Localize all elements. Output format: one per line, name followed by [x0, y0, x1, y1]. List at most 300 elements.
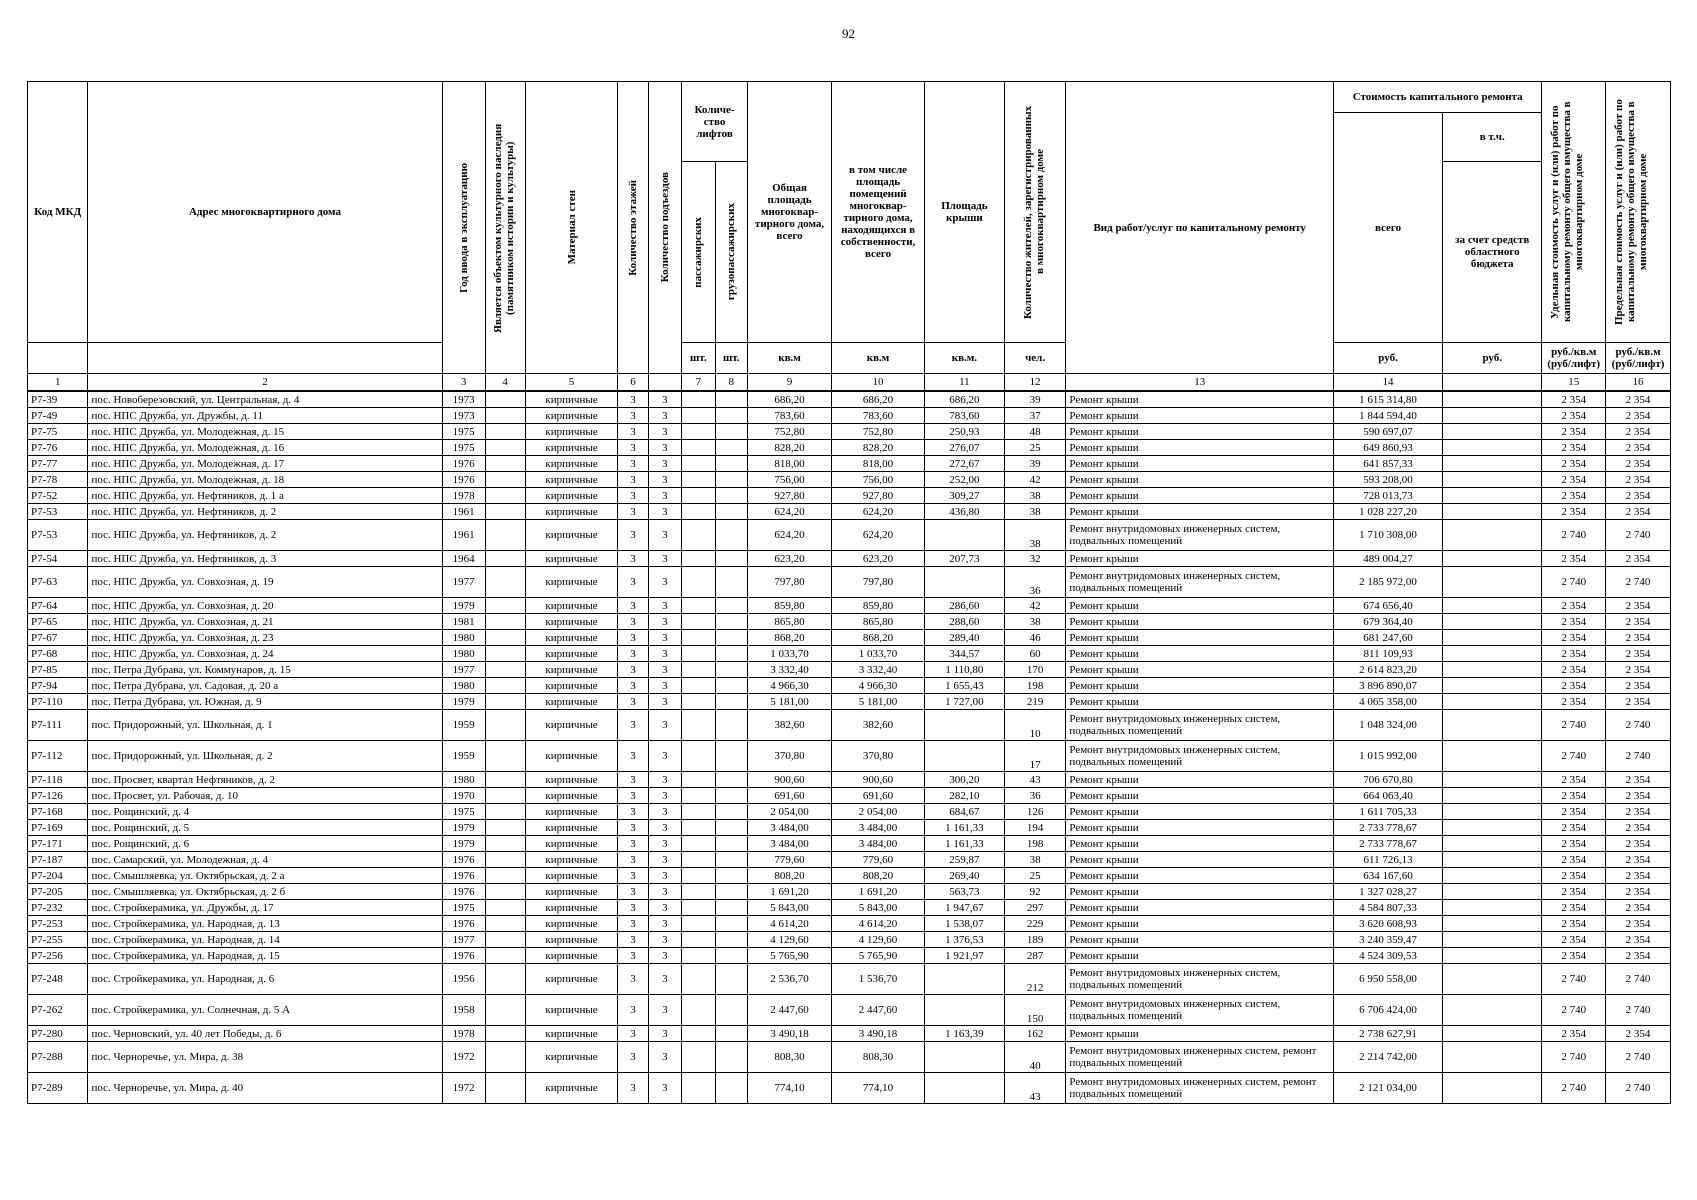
- cell-cost-total: 1 615 314,80: [1334, 391, 1443, 408]
- cell-roof-area: 300,20: [924, 772, 1004, 788]
- cell-wall: кирпичные: [525, 598, 618, 614]
- cell-floors: 3: [618, 741, 648, 772]
- cell-lift-cargo: [715, 1026, 747, 1042]
- cell-total-area: 783,60: [747, 408, 831, 424]
- unit-residents: чел.: [1004, 343, 1066, 374]
- cell-total-area: 865,80: [747, 614, 831, 630]
- cell-lift-pass: [682, 852, 715, 868]
- cell-owned-area: 1 536,70: [832, 964, 925, 995]
- unit-address: [88, 343, 442, 374]
- cell-address: пос. Стройкерамика, ул. Народная, д. 15: [88, 948, 442, 964]
- cell-residents: 170: [1004, 662, 1066, 678]
- cell-max-cost: 2 354: [1606, 456, 1671, 472]
- cell-roof-area: 1 110,80: [924, 662, 1004, 678]
- cell-works: Ремонт крыши: [1066, 820, 1334, 836]
- cell-cost-regional: [1443, 900, 1542, 916]
- cell-max-cost: 2 740: [1606, 964, 1671, 995]
- cell-roof-area: 276,07: [924, 440, 1004, 456]
- cell-cost-total: 1 048 324,00: [1334, 710, 1443, 741]
- cell-works: Ремонт крыши: [1066, 694, 1334, 710]
- column-number: 14: [1334, 374, 1443, 392]
- cell-year: 1970: [442, 788, 485, 804]
- cell-cost-regional: [1443, 567, 1542, 598]
- col-heritage: Является объектом культурного наследия (памятником истории и культуры): [485, 82, 525, 374]
- cell-cost-regional: [1443, 916, 1542, 932]
- cell-cost-regional: [1443, 741, 1542, 772]
- cell-lift-cargo: [715, 916, 747, 932]
- cell-floors: 3: [618, 567, 648, 598]
- cell-unit-cost: 2 354: [1542, 836, 1606, 852]
- cell-unit-cost: 2 354: [1542, 884, 1606, 900]
- column-number: 1: [28, 374, 88, 392]
- cell-lift-pass: [682, 440, 715, 456]
- cell-total-area: 624,20: [747, 504, 831, 520]
- col-roof-area: Площадь крыши: [924, 82, 1004, 343]
- cell-max-cost: 2 354: [1606, 424, 1671, 440]
- cell-roof-area: 207,73: [924, 551, 1004, 567]
- cell-max-cost: 2 354: [1606, 440, 1671, 456]
- cell-wall: кирпичные: [525, 456, 618, 472]
- cell-wall: кирпичные: [525, 772, 618, 788]
- cell-lift-pass: [682, 646, 715, 662]
- cell-lift-cargo: [715, 440, 747, 456]
- cell-works: Ремонт крыши: [1066, 948, 1334, 964]
- cell-address: пос. НПС Дружба, ул. Молодежная, д. 16: [88, 440, 442, 456]
- cell-cost-total: 1 611 705,33: [1334, 804, 1443, 820]
- cell-address: пос. НПС Дружба, ул. Совхозная, д. 24: [88, 646, 442, 662]
- column-number: 10: [832, 374, 925, 392]
- cell-wall: кирпичные: [525, 710, 618, 741]
- cell-heritage: [485, 852, 525, 868]
- cell-wall: кирпичные: [525, 630, 618, 646]
- cell-cost-regional: [1443, 964, 1542, 995]
- cell-unit-cost: 2 740: [1542, 1073, 1606, 1104]
- cell-heritage: [485, 662, 525, 678]
- cell-unit-cost: 2 354: [1542, 408, 1606, 424]
- cell-lift-pass: [682, 424, 715, 440]
- cell-address: пос. Просвет, ул. Рабочая, д. 10: [88, 788, 442, 804]
- cell-floors: 3: [618, 710, 648, 741]
- cell-address: пос. Смышляевка, ул. Октябрьская, д. 2 б: [88, 884, 442, 900]
- cell-cost-regional: [1443, 678, 1542, 694]
- column-number: 5: [525, 374, 618, 392]
- cell-works: Ремонт внутридомовых инженерных систем, ремонт подвальных помещений: [1066, 1073, 1334, 1104]
- cell-total-area: 3 490,18: [747, 1026, 831, 1042]
- table-row: [28, 900, 1671, 916]
- cell-max-cost: 2 354: [1606, 900, 1671, 916]
- cell-roof-area: 269,40: [924, 868, 1004, 884]
- cell-year: 1976: [442, 948, 485, 964]
- col-cost-total: всего: [1334, 113, 1443, 343]
- cell-heritage: [485, 646, 525, 662]
- cell-works: Ремонт крыши: [1066, 504, 1334, 520]
- cell-roof-area: 1 163,39: [924, 1026, 1004, 1042]
- cell-address: пос. Петра Дубрава, ул. Садовая, д. 20 а: [88, 678, 442, 694]
- cell-floors: 3: [618, 440, 648, 456]
- cell-code: Р7-288: [28, 1042, 88, 1073]
- cell-roof-area: 1 538,07: [924, 916, 1004, 932]
- cell-cost-total: 1 028 227,20: [1334, 504, 1443, 520]
- cell-cost-total: 2 614 823,20: [1334, 662, 1443, 678]
- cell-lift-pass: [682, 1073, 715, 1104]
- cell-floors: 3: [618, 836, 648, 852]
- table-row: [28, 694, 1671, 710]
- cell-year: 1959: [442, 741, 485, 772]
- cell-lift-pass: [682, 995, 715, 1026]
- cell-year: 1976: [442, 868, 485, 884]
- cell-cost-total: 811 109,93: [1334, 646, 1443, 662]
- cell-code: Р7-280: [28, 1026, 88, 1042]
- cell-roof-area: 250,93: [924, 424, 1004, 440]
- cell-lift-pass: [682, 932, 715, 948]
- cell-owned-area: 865,80: [832, 614, 925, 630]
- cell-works: Ремонт внутридомовых инженерных систем, подвальных помещений: [1066, 567, 1334, 598]
- cell-unit-cost: 2 740: [1542, 1042, 1606, 1073]
- cell-wall: кирпичные: [525, 488, 618, 504]
- cell-floors: 3: [618, 456, 648, 472]
- cell-entrances: 3: [648, 820, 681, 836]
- cell-address: пос. Рощинский, д. 6: [88, 836, 442, 852]
- cell-year: 1973: [442, 408, 485, 424]
- cell-lift-cargo: [715, 1073, 747, 1104]
- cell-code: Р7-255: [28, 932, 88, 948]
- cell-heritage: [485, 836, 525, 852]
- cell-owned-area: 382,60: [832, 710, 925, 741]
- cell-cost-total: 2 121 034,00: [1334, 1073, 1443, 1104]
- cell-lift-cargo: [715, 741, 747, 772]
- cell-max-cost: 2 354: [1606, 1026, 1671, 1042]
- cell-owned-area: 4 129,60: [832, 932, 925, 948]
- cell-heritage: [485, 1042, 525, 1073]
- cell-heritage: [485, 948, 525, 964]
- cell-owned-area: 818,00: [832, 456, 925, 472]
- cell-owned-area: 756,00: [832, 472, 925, 488]
- cell-owned-area: 797,80: [832, 567, 925, 598]
- cell-lift-pass: [682, 520, 715, 551]
- cell-lift-cargo: [715, 551, 747, 567]
- cell-residents: 17: [1004, 741, 1066, 772]
- cell-max-cost: 2 354: [1606, 694, 1671, 710]
- cell-lift-cargo: [715, 472, 747, 488]
- cell-code: Р7-169: [28, 820, 88, 836]
- cell-year: 1979: [442, 836, 485, 852]
- cell-owned-area: 774,10: [832, 1073, 925, 1104]
- cell-residents: 38: [1004, 504, 1066, 520]
- cell-cost-total: 634 167,60: [1334, 868, 1443, 884]
- cell-cost-total: 728 013,73: [1334, 488, 1443, 504]
- cell-lift-pass: [682, 916, 715, 932]
- cell-year: 1959: [442, 710, 485, 741]
- cell-entrances: 3: [648, 408, 681, 424]
- cell-cost-regional: [1443, 995, 1542, 1026]
- cell-wall: кирпичные: [525, 472, 618, 488]
- cell-unit-cost: 2 354: [1542, 678, 1606, 694]
- col-entrances: Количество подъездов: [648, 82, 681, 374]
- cell-address: пос. Стройкерамика, ул. Дружбы, д. 17: [88, 900, 442, 916]
- cell-year: 1975: [442, 900, 485, 916]
- cell-lift-cargo: [715, 391, 747, 408]
- cell-entrances: 3: [648, 551, 681, 567]
- cell-total-area: 774,10: [747, 1073, 831, 1104]
- cell-code: Р7-110: [28, 694, 88, 710]
- cell-cost-regional: [1443, 804, 1542, 820]
- cell-cost-regional: [1443, 1073, 1542, 1104]
- cell-owned-area: 808,30: [832, 1042, 925, 1073]
- table-row: [28, 916, 1671, 932]
- cell-code: Р7-52: [28, 488, 88, 504]
- cell-address: пос. Рощинский, д. 5: [88, 820, 442, 836]
- cell-owned-area: 5 765,90: [832, 948, 925, 964]
- cell-lift-cargo: [715, 520, 747, 551]
- cell-address: пос. Петра Дубрава, ул. Коммунаров, д. 15: [88, 662, 442, 678]
- cell-owned-area: 3 490,18: [832, 1026, 925, 1042]
- cell-residents: 212: [1004, 964, 1066, 995]
- cell-unit-cost: 2 354: [1542, 916, 1606, 932]
- cell-lift-pass: [682, 741, 715, 772]
- cell-works: Ремонт крыши: [1066, 472, 1334, 488]
- cell-lift-pass: [682, 710, 715, 741]
- cell-entrances: 3: [648, 646, 681, 662]
- cell-lift-pass: [682, 504, 715, 520]
- cell-floors: 3: [618, 678, 648, 694]
- cell-max-cost: 2 354: [1606, 836, 1671, 852]
- table-row: [28, 440, 1671, 456]
- cell-heritage: [485, 820, 525, 836]
- col-lifts: Количе-ство лифтов: [682, 82, 748, 162]
- cell-unit-cost: 2 354: [1542, 852, 1606, 868]
- cell-unit-cost: 2 354: [1542, 820, 1606, 836]
- cell-works: Ремонт крыши: [1066, 456, 1334, 472]
- cell-unit-cost: 2 354: [1542, 472, 1606, 488]
- table-row: [28, 678, 1671, 694]
- cell-total-area: 5 181,00: [747, 694, 831, 710]
- cell-floors: 3: [618, 1073, 648, 1104]
- cell-cost-total: 3 620 608,93: [1334, 916, 1443, 932]
- cell-code: Р7-187: [28, 852, 88, 868]
- cell-heritage: [485, 788, 525, 804]
- unit-cost-regional: руб.: [1443, 343, 1542, 374]
- cell-roof-area: 289,40: [924, 630, 1004, 646]
- cell-works: Ремонт крыши: [1066, 440, 1334, 456]
- cell-entrances: 3: [648, 678, 681, 694]
- cell-floors: 3: [618, 948, 648, 964]
- cell-max-cost: 2 354: [1606, 408, 1671, 424]
- cell-heritage: [485, 710, 525, 741]
- cell-owned-area: 624,20: [832, 520, 925, 551]
- column-number: 4: [485, 374, 525, 392]
- cell-residents: 194: [1004, 820, 1066, 836]
- cell-lift-cargo: [715, 408, 747, 424]
- cell-residents: 36: [1004, 788, 1066, 804]
- column-number: 3: [442, 374, 485, 392]
- cell-unit-cost: 2 354: [1542, 932, 1606, 948]
- cell-entrances: 3: [648, 916, 681, 932]
- cell-cost-total: 1 015 992,00: [1334, 741, 1443, 772]
- cell-cost-regional: [1443, 646, 1542, 662]
- cell-unit-cost: 2 354: [1542, 614, 1606, 630]
- cell-wall: кирпичные: [525, 551, 618, 567]
- cell-unit-cost: 2 354: [1542, 598, 1606, 614]
- cell-unit-cost: 2 740: [1542, 995, 1606, 1026]
- cell-roof-area: 1 376,53: [924, 932, 1004, 948]
- cell-lift-pass: [682, 551, 715, 567]
- column-number: 7: [682, 374, 715, 392]
- cell-year: 1979: [442, 694, 485, 710]
- cell-owned-area: 828,20: [832, 440, 925, 456]
- cell-heritage: [485, 900, 525, 916]
- cell-owned-area: 783,60: [832, 408, 925, 424]
- cell-cost-regional: [1443, 710, 1542, 741]
- cell-max-cost: 2 354: [1606, 630, 1671, 646]
- col-total-area: Общая площадь многоквар-тирного дома, всего: [747, 82, 831, 343]
- cell-wall: кирпичные: [525, 1073, 618, 1104]
- cell-works: Ремонт крыши: [1066, 900, 1334, 916]
- cell-unit-cost: 2 354: [1542, 504, 1606, 520]
- cell-unit-cost: 2 354: [1542, 694, 1606, 710]
- table-row: [28, 1073, 1671, 1104]
- cell-heritage: [485, 424, 525, 440]
- table-row: [28, 408, 1671, 424]
- capital-repair-table: [27, 81, 1671, 1104]
- cell-residents: 287: [1004, 948, 1066, 964]
- cell-cost-regional: [1443, 662, 1542, 678]
- cell-entrances: 3: [648, 391, 681, 408]
- cell-entrances: 3: [648, 710, 681, 741]
- table-row: [28, 852, 1671, 868]
- cell-floors: 3: [618, 995, 648, 1026]
- cell-works: Ремонт крыши: [1066, 391, 1334, 408]
- cell-unit-cost: 2 354: [1542, 1026, 1606, 1042]
- cell-lift-cargo: [715, 836, 747, 852]
- cell-address: пос. НПС Дружба, ул. Совхозная, д. 23: [88, 630, 442, 646]
- cell-unit-cost: 2 354: [1542, 551, 1606, 567]
- cell-wall: кирпичные: [525, 424, 618, 440]
- cell-year: 1958: [442, 995, 485, 1026]
- table-row: [28, 788, 1671, 804]
- cell-address: пос. НПС Дружба, ул. Дружбы, д. 11: [88, 408, 442, 424]
- cell-lift-pass: [682, 630, 715, 646]
- cell-cost-regional: [1443, 948, 1542, 964]
- cell-year: 1977: [442, 662, 485, 678]
- cell-max-cost: 2 740: [1606, 741, 1671, 772]
- table-row: [28, 646, 1671, 662]
- cell-entrances: 3: [648, 1073, 681, 1104]
- cell-works: Ремонт крыши: [1066, 551, 1334, 567]
- cell-lift-cargo: [715, 948, 747, 964]
- cell-wall: кирпичные: [525, 804, 618, 820]
- cell-entrances: 3: [648, 472, 681, 488]
- cell-residents: 32: [1004, 551, 1066, 567]
- cell-unit-cost: 2 740: [1542, 520, 1606, 551]
- cell-code: Р7-262: [28, 995, 88, 1026]
- cell-floors: 3: [618, 964, 648, 995]
- cell-wall: кирпичные: [525, 440, 618, 456]
- cell-heritage: [485, 472, 525, 488]
- cell-entrances: 3: [648, 1042, 681, 1073]
- cell-code: Р7-205: [28, 884, 88, 900]
- cell-works: Ремонт крыши: [1066, 932, 1334, 948]
- cell-address: пос. Просвет, квартал Нефтяников, д. 2: [88, 772, 442, 788]
- table-row: [28, 1042, 1671, 1073]
- cell-address: пос. Черноречье, ул. Мира, д. 38: [88, 1042, 442, 1073]
- cell-lift-cargo: [715, 852, 747, 868]
- cell-max-cost: 2 354: [1606, 391, 1671, 408]
- cell-total-area: 868,20: [747, 630, 831, 646]
- cell-floors: 3: [618, 788, 648, 804]
- cell-lift-cargo: [715, 456, 747, 472]
- cell-total-area: 4 966,30: [747, 678, 831, 694]
- col-incl: в т.ч.: [1443, 113, 1542, 162]
- cell-roof-area: 1 161,33: [924, 820, 1004, 836]
- cell-cost-total: 641 857,33: [1334, 456, 1443, 472]
- cell-total-area: 3 484,00: [747, 820, 831, 836]
- cell-cost-regional: [1443, 932, 1542, 948]
- cell-owned-area: 623,20: [832, 551, 925, 567]
- cell-code: Р7-118: [28, 772, 88, 788]
- cell-max-cost: 2 354: [1606, 820, 1671, 836]
- cell-lift-cargo: [715, 932, 747, 948]
- cell-residents: 42: [1004, 472, 1066, 488]
- unit-max-cost: руб./кв.м (руб/лифт): [1606, 343, 1671, 374]
- cell-wall: кирпичные: [525, 662, 618, 678]
- cell-cost-regional: [1443, 440, 1542, 456]
- column-number: 13: [1066, 374, 1334, 392]
- cell-total-area: 808,20: [747, 868, 831, 884]
- cell-cost-total: 2 738 627,91: [1334, 1026, 1443, 1042]
- cell-roof-area: 288,60: [924, 614, 1004, 630]
- cell-lift-pass: [682, 948, 715, 964]
- unit-lift-cargo: шт.: [715, 343, 747, 374]
- cell-works: Ремонт внутридомовых инженерных систем, ремонт подвальных помещений: [1066, 1042, 1334, 1073]
- cell-year: 1980: [442, 630, 485, 646]
- table-row: [28, 884, 1671, 900]
- cell-roof-area: [924, 964, 1004, 995]
- cell-total-area: 818,00: [747, 456, 831, 472]
- cell-cost-total: 3 896 890,07: [1334, 678, 1443, 694]
- cell-lift-pass: [682, 567, 715, 598]
- cell-works: Ремонт внутридомовых инженерных систем, подвальных помещений: [1066, 964, 1334, 995]
- cell-owned-area: 4 614,20: [832, 916, 925, 932]
- cell-cost-total: 2 733 778,67: [1334, 836, 1443, 852]
- cell-cost-regional: [1443, 630, 1542, 646]
- cell-address: пос. Придорожный, ул. Школьная, д. 2: [88, 741, 442, 772]
- cell-works: Ремонт внутридомовых инженерных систем, подвальных помещений: [1066, 520, 1334, 551]
- cell-cost-total: 664 063,40: [1334, 788, 1443, 804]
- cell-entrances: 3: [648, 567, 681, 598]
- column-number: 2: [88, 374, 442, 392]
- cell-residents: 40: [1004, 1042, 1066, 1073]
- cell-year: 1979: [442, 598, 485, 614]
- cell-year: 1979: [442, 820, 485, 836]
- cell-year: 1976: [442, 472, 485, 488]
- cell-floors: 3: [618, 804, 648, 820]
- cell-code: Р7-85: [28, 662, 88, 678]
- cell-entrances: 3: [648, 772, 681, 788]
- cell-owned-area: 1 691,20: [832, 884, 925, 900]
- cell-floors: 3: [618, 504, 648, 520]
- column-number: [1443, 374, 1542, 392]
- cell-residents: 36: [1004, 567, 1066, 598]
- cell-total-area: 828,20: [747, 440, 831, 456]
- cell-cost-regional: [1443, 1026, 1542, 1042]
- cell-lift-cargo: [715, 995, 747, 1026]
- cell-heritage: [485, 916, 525, 932]
- cell-lift-cargo: [715, 567, 747, 598]
- cell-code: Р7-171: [28, 836, 88, 852]
- cell-wall: кирпичные: [525, 1026, 618, 1042]
- cell-wall: кирпичные: [525, 504, 618, 520]
- cell-roof-area: 344,57: [924, 646, 1004, 662]
